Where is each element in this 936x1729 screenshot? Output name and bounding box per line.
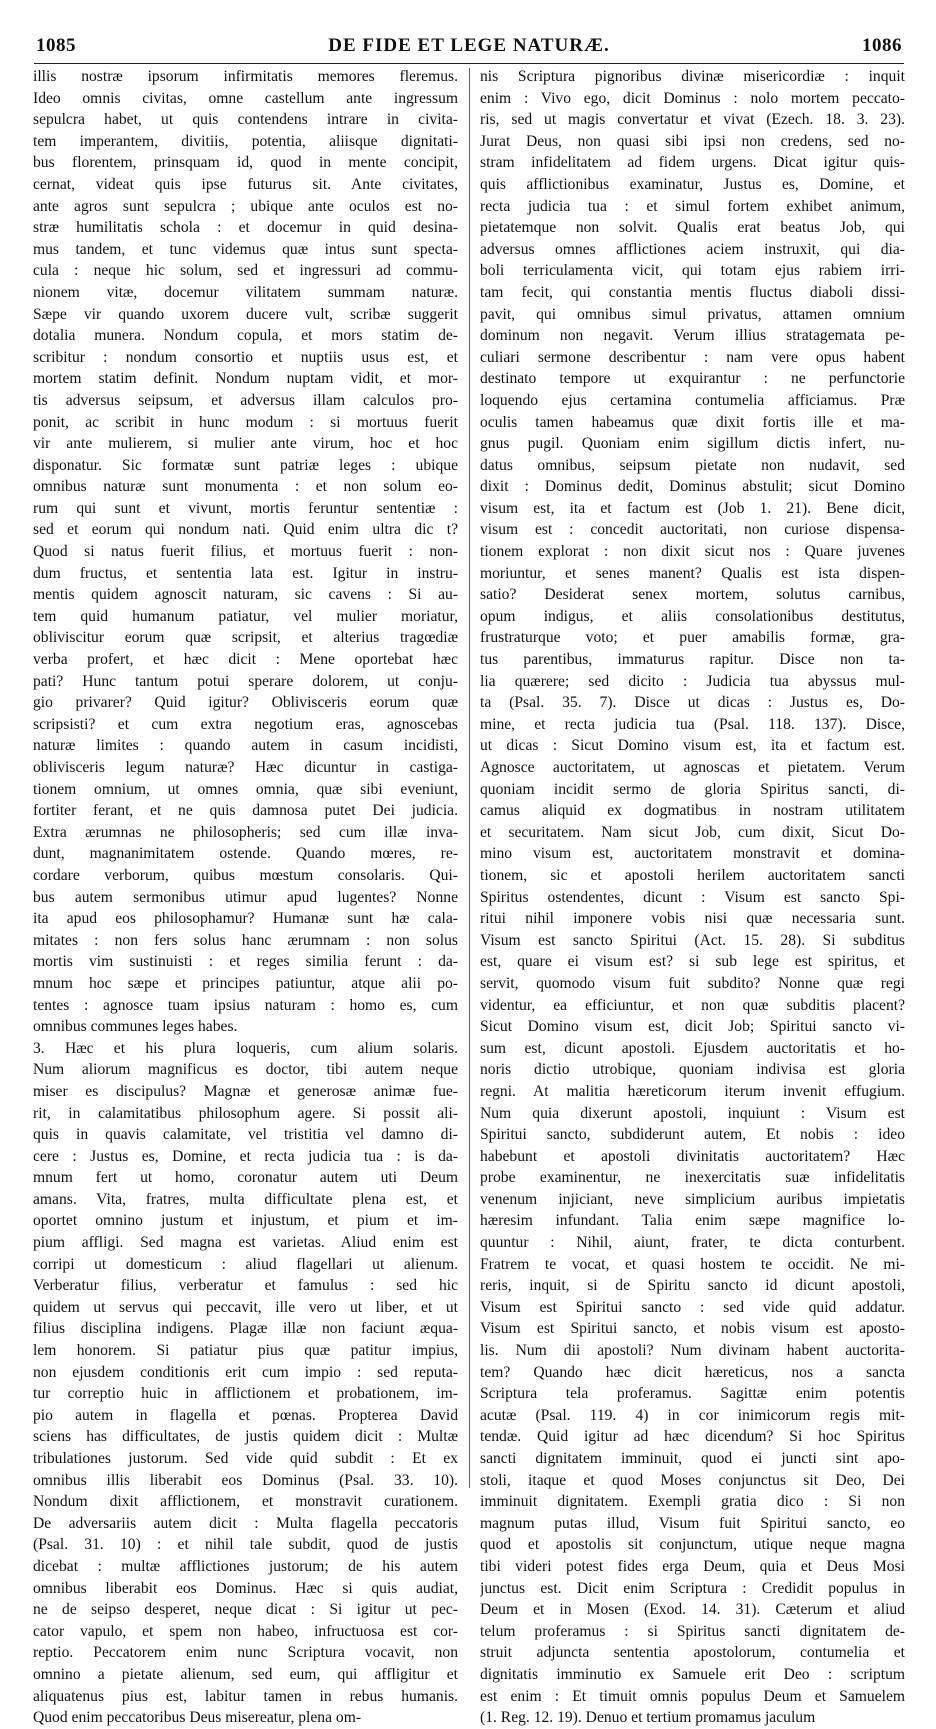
left-text-column — [33, 66, 458, 1729]
text-line: imminuit dignitatem. Exempli gratia dico : Si non — [480, 1493, 905, 1511]
text-line: omnibus communes leges habes. — [33, 1018, 238, 1036]
text-line: est enim : Et timuit omnis populus Deum et Samuelem — [480, 1687, 905, 1705]
text-line: (1. Reg. 12. 19). Denuo et tertium promamus jaculum — [480, 1709, 816, 1727]
text-line: pium affligi. Sed magna est varietas. Aliud enim est — [33, 1234, 458, 1252]
text-line: ita apud eos philosophamur? Humanæ sunt hæ cala- — [33, 910, 458, 928]
text-line: tur correptio huic in afflictionem et probationem, im- — [33, 1385, 458, 1403]
text-line: bus autem sermonibus utimur apud lugentes? Nonne — [33, 888, 458, 906]
text-line: boli terriculamenta vicit, qui totam ejus rabiem irri- — [480, 262, 905, 280]
text-line: lia quærere; sed dicito : Judicia tua abyssus mul- — [480, 672, 905, 690]
right-text-column — [480, 66, 905, 1729]
text-line: Quod enim peccatoribus Deus misereatur, plena om- — [33, 1709, 362, 1727]
text-line: adversus omnes afflictiones aciem instruxit, qui dia- — [480, 240, 905, 258]
text-line: tionem, sic et apostoli herilem auctoritatem sancti — [480, 866, 905, 884]
text-line: sum est, dicunt apostoli. Ejusdem auctoritatis et ho- — [480, 1039, 905, 1057]
text-line: Spiritui sancto, subdiderunt autem, Et nobis : ideo — [480, 1126, 905, 1144]
text-line: filius disciplina indigens. Plagæ illæ non faciunt æqua- — [33, 1320, 458, 1338]
text-line: ne de seipso desperet, neque dicat : Si igitur ut pec- — [33, 1601, 458, 1619]
text-line: disponatur. Sic formatæ sunt patriæ leges : ubique — [33, 456, 458, 474]
text-line: lis. Num dii apostoli? Num divinam habent auctorita- — [480, 1342, 905, 1360]
text-line: Scriptura tela proferamus. Sagittæ enim potentis — [480, 1385, 905, 1403]
text-line: ponit, ac scribit in hunc modum : si mortuus fuerit — [33, 413, 458, 431]
text-line: cordare verborum, quibus mœstum consolaris. Qui- — [33, 866, 458, 884]
text-line: mortem statim definit. Nondum nuptam vidit, et mor- — [33, 370, 458, 388]
text-line: rit, in calamitatibus philosophum agere. Si possit ali- — [33, 1104, 458, 1122]
text-line: oculis tamen habeamus quæ dixit fortis ille et ma- — [480, 413, 905, 431]
text-line: dunt, magnanimitatem ostende. Quando mœres, re- — [33, 845, 458, 863]
text-line: quidem ut servus qui peccavit, ille vero ut liber, et ut — [33, 1298, 458, 1316]
text-line: fortiter ferant, et ne quis damnosa putet Dei judicia. — [33, 802, 458, 820]
text-line: tis adversus seipsum, et adversus illam calculos pro- — [33, 391, 458, 409]
text-line: hæresim infundant. Talia enim sæpe magnifice lo- — [480, 1212, 905, 1230]
text-line: datus omnibus, seipsum pietate non nudavit, sed — [480, 456, 905, 474]
text-line: frustraturque voto; et puer amabilis formæ, gra- — [480, 629, 905, 647]
text-line: cernat, videat quis ipse futurus sit. Ante civitates, — [33, 175, 458, 193]
text-line: omnibus illis liberabit eos Dominus (Psal. 33. 10). — [33, 1471, 458, 1489]
text-line: Visum est sancto Spiritui (Act. 15. 28). Si subditus — [480, 931, 905, 949]
text-line: tem imperantem, divitiis, potentia, aliisque dignitati- — [33, 132, 458, 150]
text-line: De adversariis autem dicit : Multa flagella peccatoris — [33, 1514, 458, 1532]
text-line: reptio. Peccatorem enim nunc Scriptura vocavit, non — [33, 1644, 458, 1662]
text-line: omnibus naturæ sunt monumenta : et non solum eo- — [33, 478, 458, 496]
text-line: scribitur : nondum consortio et nuptiis usus est, et — [33, 348, 458, 366]
text-line: ut dicas : Sicut Domino visum est, ita et factum est. — [480, 737, 905, 755]
text-line: cere : Justus es, Domine, et recta judicia tua : is da- — [33, 1147, 458, 1165]
text-line: nionem vitæ, docemur vilitatem summam naturæ. — [33, 283, 458, 301]
text-line: tionem explorat : non dixit sicut nos : Quare juvenes — [480, 543, 905, 561]
text-line: Num quia dixerunt apostoli, inquiunt : Visum est — [480, 1104, 905, 1122]
text-line: Num aliorum magnificus es doctor, tibi autem neque — [33, 1061, 458, 1079]
text-line: illis nostræ ipsorum infirmitatis memores fleremus. — [33, 68, 458, 85]
text-line: vir ante mulierem, si mulier ante virum, hoc et hoc — [33, 435, 458, 453]
text-line: dixit : Dominus dedit, Dominus abstulit; sicut Domino — [480, 478, 905, 496]
text-line: junctus est. Dicit enim Scriptura : Credidit populus in — [480, 1579, 905, 1597]
text-line: satio? Desiderat senex mortem, solutus carnibus, — [480, 586, 905, 604]
text-line: quoniam incidit sermo de gloria Spiritus sancti, di- — [480, 780, 905, 798]
text-line: lem honorem. Si patiatur pius quæ patitur impius, — [33, 1342, 458, 1360]
text-line: telum proferamus : si Spiritus sancti dignitatem de- — [480, 1622, 905, 1640]
text-line: probe examinentur, ne inexercitatis suæ infidelitatis — [480, 1169, 905, 1187]
text-line: quod et apostolis sit conjunctum, utique neque magna — [480, 1536, 905, 1554]
text-line: pavit, qui omnibus simul privatus, attamen omnium — [480, 305, 905, 323]
text-line: sepulcra habet, ut quis contendens intrare in civita- — [33, 111, 458, 129]
text-line: gio privarer? Quid igitur? Oblivisceris eorum quæ — [33, 694, 458, 712]
text-line: mnum fert ut homo, coronatur autem uti Deum — [33, 1169, 458, 1187]
text-line: sancti dignitatem imminuit, quod ei juncti sint apo- — [480, 1450, 905, 1467]
text-line: mus tandem, et tunc videmus quæ intus sunt specta- — [33, 240, 458, 258]
text-line: culiari sermone describentur : nam vere opus habent — [480, 348, 905, 366]
text-line: stoli, itaque et quod Moses conjunctus sit Deo, Dei — [480, 1471, 905, 1489]
text-line: Visum est Spiritui sancto, et nobis visum est aposto- — [480, 1320, 905, 1338]
text-line: 3. Hæc et his plura loqueris, cum alium solaris. — [33, 1039, 458, 1057]
text-line: (Psal. 31. 10) : et nihil tale subdit, quod de justis — [33, 1536, 458, 1554]
text-line: omnibus liberabit eos Dominus. Hæc si quis audiat, — [33, 1579, 458, 1597]
text-line: enim : Vivo ego, dicit Dominus : nolo mortem peccato- — [480, 89, 905, 107]
text-line: sciens has difficultates, de justis quidem dicit : Multæ — [33, 1428, 458, 1446]
column-divider — [469, 68, 470, 1488]
text-line: gnus pugil. Quoniam enim sigillum dictis infert, nu- — [480, 435, 905, 453]
text-line: est, quare ei visum est? si sub lege est spiritus, et — [480, 953, 905, 971]
text-line: Fratrem te vocat, et quasi hostem te occidit. Ne mi- — [480, 1255, 905, 1273]
text-line: dominum non negavit. Verum illius stratagemata pe- — [480, 327, 905, 345]
text-line: Visum est Spiritui sancto : sed vide quid addatur. — [480, 1298, 905, 1316]
text-line: Verberatur filius, verberatur et famulus : sed hic — [33, 1277, 458, 1295]
text-line: ta (Psal. 35. 7). Disce ut dicas : Justus es, Do- — [480, 694, 905, 712]
text-line: noris dictio utrobique, quoniam indivisa est gloria — [480, 1061, 905, 1079]
text-line: videntur, ea efficiuntur, et non quæ subditis placent? — [480, 996, 905, 1014]
text-line: verba profert, et hæc dicit : Mene oportebat hæc — [33, 651, 458, 669]
text-line: reris, inquit, si de Spiritu sancto id dicunt apostoli, — [480, 1277, 905, 1295]
text-line: tus parentibus, immaturus rapitur. Disce non ta- — [480, 651, 905, 669]
text-line: obliviscitur eorum quæ scripsit, et alterius tragœdiæ — [33, 629, 458, 647]
text-line: ris, sed ut magis convertatur et vivat (Ezech. 18. 3. 23). — [480, 111, 905, 129]
text-line: cator vapulo, et spem non habeo, infructuosa est cor- — [33, 1622, 458, 1640]
text-line: mino visum est, auctoritatem monstravit et domina- — [480, 845, 905, 863]
text-line: tibi videri potest fides erga Deum, quia et Deus Mosi — [480, 1557, 905, 1575]
text-line: mine, et recta judicia tua (Psal. 118. 137). Disce, — [480, 715, 905, 733]
text-line: tionem omnium, ut omnes omnia, quæ sibi eveniunt, — [33, 780, 458, 798]
text-line: naturæ limites : quando autem in casum incidisti, — [33, 737, 458, 755]
text-line: bus florentem, prinsquam id, quod in mente concipit, — [33, 154, 458, 172]
text-line: ritui nihil imponere vobis nisi quæ necessaria sunt. — [480, 910, 905, 928]
text-line: rum qui sunt et vivunt, mortis feruntur sententiæ : — [33, 499, 458, 517]
text-line: destinato tempore ut exquirantur : ne perfunctorie — [480, 370, 905, 388]
text-line: quis in quavis calamitate, vel tristitia vel damno di- — [33, 1126, 458, 1144]
text-line: pio autem in flagella et pœnas. Propterea David — [33, 1406, 458, 1424]
text-line: Nondum dixit afflictionem, et monstravit curationem. — [33, 1493, 458, 1511]
page-number-left: 1085 — [36, 35, 76, 56]
text-line: Sicut Domino visum est, dicit Job; Spiritui sancto vi- — [480, 1018, 905, 1036]
text-line: servit, quomodo visum fuit subdito? Nonne quæ regi — [480, 974, 905, 992]
text-line: Sæpe vir quando uxorem ducere vult, scribæ suggerit — [33, 305, 458, 323]
text-line: quuntur : Nihil, aiunt, frater, te dicta conturbent. — [480, 1234, 905, 1252]
text-line: nis Scriptura pignoribus divinæ misericordiæ : inquit — [480, 68, 905, 85]
text-line: miser es discipulus? Magnæ et generosæ animæ fue- — [33, 1082, 458, 1100]
text-line: acutæ (Psal. 119. 4) in cor inimicorum regis mit- — [480, 1406, 905, 1424]
text-line: tentes : agnosce tuam ipsius naturam : homo es, cum — [33, 996, 458, 1014]
text-line: mortis vim sustinuisti : et reges similia ferunt : da- — [33, 953, 458, 971]
text-line: tam fecit, qui constantia mentis fluctus diaboli dissi- — [480, 283, 905, 301]
text-line: visum est, ita et factum est (Job 1. 21). Bene dicit, — [480, 499, 905, 517]
running-header — [34, 33, 904, 64]
text-line: aliquatenus pius est, labitur tamen in rebus humanis. — [33, 1687, 458, 1705]
running-title: DE FIDE ET LEGE NATURÆ. — [328, 35, 610, 56]
text-line: sed et eorum qui nondum nati. Quid enim ultra dic t? — [33, 521, 458, 539]
text-line: tem quid humanum patiatur, vel mulier moriatur, — [33, 607, 458, 625]
text-line: stræ humilitatis schola : et docemur in quid desina- — [33, 219, 458, 237]
text-line: dum fructus, et sententia lata est. Igitur in instru- — [33, 564, 458, 582]
text-line: camus aliquid ex dogmatibus in nostram utilitatem — [480, 802, 905, 820]
text-line: corripi ut domesticum : aliud flagellari ut alienum. — [33, 1255, 458, 1273]
text-line: scripsisti? et cum extra negotium eras, agnoscebas — [33, 715, 458, 733]
text-line: quis afflictionibus examinatur, Justus es, Domine, et — [480, 175, 905, 193]
text-line: opum indigus, et aliis consolationibus destitutus, — [480, 607, 905, 625]
text-line: Extra ærumnas ne philosopheris; sed cum illæ inva- — [33, 823, 458, 841]
text-line: mitates : non fers solus hanc ærumnam : non solus — [33, 931, 458, 949]
text-line: stram infidelitatem ad fidem urgens. Dicat igitur quis- — [480, 154, 905, 172]
text-line: ante agros sunt sepulcra ; ubique ante oculos est no- — [33, 197, 458, 215]
text-line: dignitatis imminutio ex Samuele erit Deo : scriptum — [480, 1665, 905, 1683]
text-line: et securitatem. Nam sicut Job, cum dixit, Sicut Do- — [480, 823, 905, 841]
text-line: recta judicia tua : et simul fortem exhibet animum, — [480, 197, 905, 215]
text-line: moriuntur, et senes manent? Qualis est ista dispen- — [480, 564, 905, 582]
text-line: regni. At malitia hæreticorum iterum invenit effugium. — [480, 1082, 905, 1100]
text-line: Spiritus ostendentes, dicunt : Visum est sancto Spi- — [480, 888, 905, 906]
text-line: dicebat : multæ afflictiones justorum; de his autem — [33, 1557, 458, 1575]
text-line: tribulationes justorum. Sed vide quid subdit : Et ex — [33, 1450, 458, 1467]
text-line: pati? Hunc tantum potui sperare dolorem, ut conju- — [33, 672, 458, 690]
text-line: cula : neque hic solum, sed et ingressuri ad commu- — [33, 262, 458, 280]
text-line: magnum putas illud, Visum fuit Spiritui sancto, eo — [480, 1514, 905, 1532]
text-line: tem? Quando hæc dicit hæreticus, nos a sancta — [480, 1363, 905, 1381]
text-line: mentis quidem agnoscit naturam, sic cavens : Si au- — [33, 586, 458, 604]
text-line: oportet omnino justum et injustum, et pium et im- — [33, 1212, 458, 1230]
text-line: loquendo ejus certamina contumelia afficiamus. Præ — [480, 391, 905, 409]
text-line: mnum hoc sæpe et principes patiuntur, atque alii po- — [33, 974, 458, 992]
page-number-right: 1086 — [862, 35, 902, 56]
text-line: Jurat Deus, non quasi sibi ipsi non credens, sed no- — [480, 132, 905, 150]
text-line: Ideo omnis civitas, omne castellum ante ingressum — [33, 89, 458, 107]
text-line: Agnosce auctoritatem, ut agnoscas et pietatem. Verum — [480, 759, 905, 776]
text-line: pietatemque non solvit. Qualis erat beatus Job, qui — [480, 219, 905, 237]
text-line: tendæ. Quid igitur ad hæc dicendum? Si hoc Spiritus — [480, 1428, 905, 1446]
text-line: non ejusdem conditionis erit cum impio : sed reputa- — [33, 1363, 458, 1381]
text-line: venenum injiciant, neve simplicium auribus impietatis — [480, 1190, 905, 1208]
text-line: Quod si natus fuerit filius, et mortuus fuerit : non- — [33, 543, 458, 561]
text-line: omnino a pietate alienum, sed eum, qui affligitur et — [33, 1665, 458, 1683]
text-line: struit adjuncta sententia apostolorum, contumelia et — [480, 1644, 905, 1662]
text-line: habebunt et apostoli divinitatis auctoritatem? Hæc — [480, 1147, 905, 1165]
text-line: Deum et in Mosen (Exod. 14. 31). Cæterum et aliud — [480, 1601, 905, 1619]
text-line: oblivisceris legum naturæ? Hæc dicuntur in castiga- — [33, 759, 458, 776]
text-line: dotalia munera. Nondum copula, et mors statim de- — [33, 327, 458, 345]
text-line: visum est : concedit auctoritati, non curiose dispensa- — [480, 521, 905, 539]
text-line: amans. Vita, fratres, multa difficultate plena est, et — [33, 1190, 458, 1208]
